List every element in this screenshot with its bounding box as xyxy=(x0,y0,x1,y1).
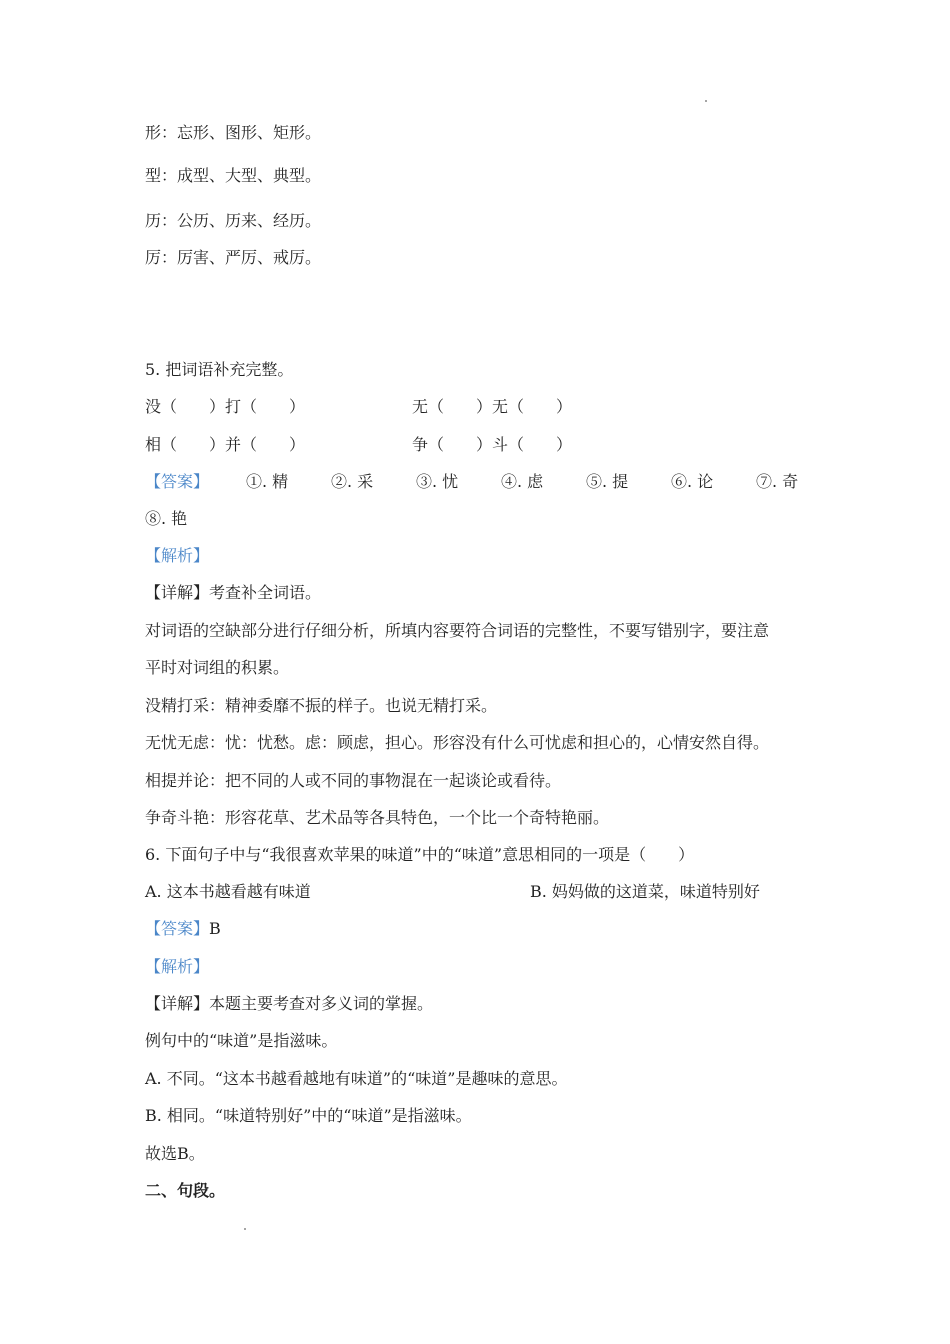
q6-explanation: 例句中的“味道”是指滋味。 xyxy=(145,1031,338,1050)
q5-title: 5. 把词语补充完整。 xyxy=(145,360,294,379)
q5-answer: ②. 采 xyxy=(331,472,374,491)
q5-detail: 【详解】考查补全词语。 xyxy=(145,583,322,602)
q6-explanation: B. 相同。“味道特别好”中的“味道”是指滋味。 xyxy=(145,1106,472,1125)
q5-answer: ⑥. 论 xyxy=(671,472,714,491)
q5-row1-left: 没（ ）打（ ） xyxy=(145,397,306,416)
q6-answer-tag: 【答案】 xyxy=(145,919,210,938)
q5-answer: ④. 虑 xyxy=(501,472,544,491)
q5-answer: ⑧. 艳 xyxy=(145,509,188,528)
q5-answer: ①. 精 xyxy=(246,472,289,491)
q6-explanation: A. 不同。“这本书越看越地有味道”的“味道”是趣味的意思。 xyxy=(145,1069,568,1088)
q6-analysis-tag: 【解析】 xyxy=(145,957,210,976)
q5-analysis-tag: 【解析】 xyxy=(145,546,210,565)
q5-row1-right: 无（ ）无（ ） xyxy=(412,397,573,416)
q6-answer-line xyxy=(145,918,221,940)
q5-row2-left: 相（ ）并（ ） xyxy=(145,435,306,454)
q6-detail: 【详解】本题主要考查对多义词的掌握。 xyxy=(145,994,434,1013)
q5-answer: ⑤. 提 xyxy=(586,472,629,491)
q5-answer: ⑦. 奇 xyxy=(756,472,799,491)
q6-option-b: B. 妈妈做的这道菜，味道特别好 xyxy=(530,882,760,901)
scan-dot xyxy=(705,100,707,102)
char-explanation: 历：公历、历来、经历。 xyxy=(145,211,322,230)
q5-explanation: 没精打采：精神委靡不振的样子。也说无精打采。 xyxy=(145,696,498,715)
q5-row2-right: 争（ ）斗（ ） xyxy=(412,435,573,454)
scan-dot xyxy=(244,1228,246,1230)
q5-explanation: 无忧无虑：忧：忧愁。虑：顾虑，担心。形容没有什么可忧虑和担心的，心情安然自得。 xyxy=(145,733,770,752)
q6-title: 6. 下面句子中与“我很喜欢苹果的味道”中的“味道”意思相同的一项是（ ） xyxy=(145,845,695,864)
q5-answer: ③. 忧 xyxy=(416,472,459,491)
char-explanation: 型：成型、大型、典型。 xyxy=(145,166,322,185)
section-heading: 二、句段。 xyxy=(145,1181,226,1200)
q5-paragraph: 平时对词组的积累。 xyxy=(145,658,290,677)
q6-answer: B xyxy=(209,919,221,938)
char-explanation: 厉：厉害、严厉、戒厉。 xyxy=(145,248,322,267)
q5-explanation: 相提并论：把不同的人或不同的事物混在一起谈论或看待。 xyxy=(145,771,562,790)
char-explanation: 形：忘形、图形、矩形。 xyxy=(145,123,322,142)
q5-paragraph: 对词语的空缺部分进行仔细分析，所填内容要符合词语的完整性，不要写错别字，要注意 xyxy=(145,621,770,640)
q5-explanation: 争奇斗艳：形容花草、艺术品等各具特色，一个比一个奇特艳丽。 xyxy=(145,808,610,827)
q6-option-a: A. 这本书越看越有味道 xyxy=(145,882,311,901)
q5-answer-tag: 【答案】 xyxy=(145,472,210,491)
q6-conclusion: 故选B。 xyxy=(145,1144,205,1163)
